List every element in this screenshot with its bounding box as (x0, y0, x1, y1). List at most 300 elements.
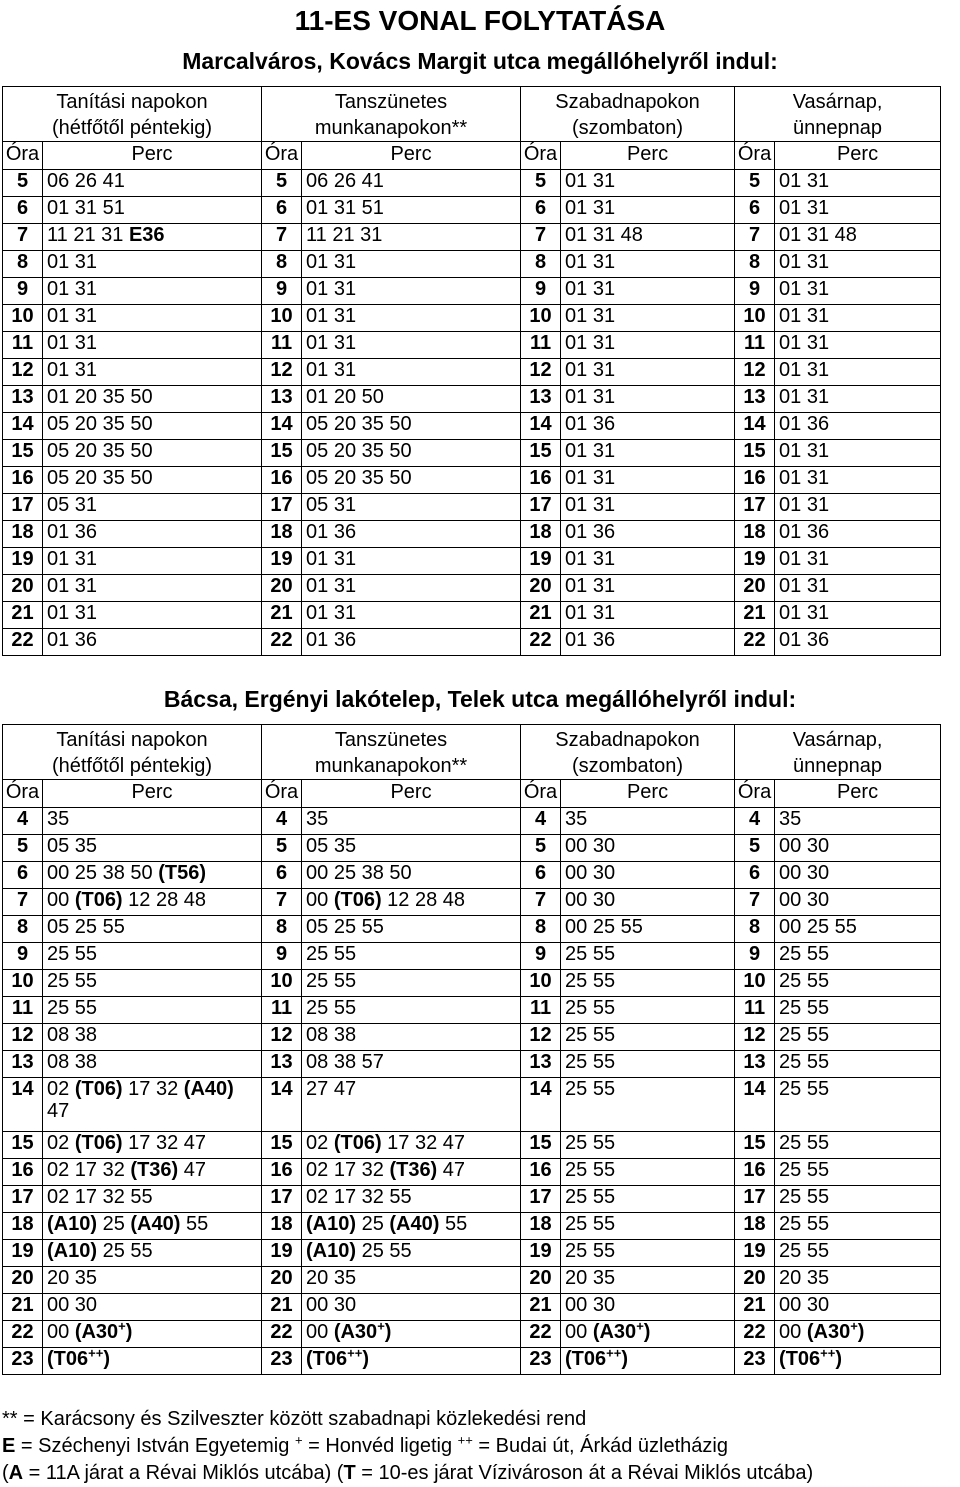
minutes-cell: 01 31 (775, 386, 941, 413)
page-title: 11-ES VONAL FOLYTATÁSA (294, 5, 666, 36)
minutes-cell: 05 31 (302, 494, 521, 521)
hour-cell: 8 (3, 251, 43, 278)
day-type-header-line: Vasárnap, (792, 91, 883, 113)
hour-cell: 6 (262, 197, 302, 224)
hour-cell: 13 (521, 386, 561, 413)
minutes-cell: (T06++) (775, 1348, 941, 1375)
minutes-cell: 05 25 55 (43, 916, 262, 943)
day-type-header-line: (hétfőtől péntekig) (51, 755, 213, 777)
hour-cell: 9 (735, 943, 775, 970)
hour-cell: 21 (262, 602, 302, 629)
minutes-cell: 01 31 (775, 170, 941, 197)
minutes-cell: 05 31 (43, 494, 262, 521)
day-type-header (3, 725, 262, 780)
hour-cell: 9 (3, 943, 43, 970)
minutes-cell: 25 55 (43, 970, 262, 997)
hour-cell: 18 (735, 1213, 775, 1240)
hour-cell: 4 (521, 808, 561, 835)
minutes-cell: 00 30 (775, 889, 941, 916)
table-row (3, 305, 941, 332)
table-row (3, 835, 941, 862)
minutes-cell: 25 55 (775, 1159, 941, 1186)
hour-cell: 17 (735, 1186, 775, 1213)
minutes-cell: 25 55 (775, 1024, 941, 1051)
table-row (3, 170, 941, 197)
minutes-cell: 02 17 32 55 (302, 1186, 521, 1213)
hour-cell: 19 (262, 1240, 302, 1267)
minutes-cell: 25 55 (775, 1132, 941, 1159)
minutes-cell: 01 31 (775, 359, 941, 386)
hour-cell: 19 (521, 548, 561, 575)
hour-cell: 21 (262, 1294, 302, 1321)
hour-cell: 6 (735, 197, 775, 224)
minutes-cell: (A10) 25 55 (302, 1240, 521, 1267)
column-label-row (3, 142, 941, 170)
hour-cell: 7 (3, 889, 43, 916)
day-type-header-line: Tanszünetes (334, 729, 448, 751)
minutes-cell: 01 31 (775, 332, 941, 359)
minutes-cell: 01 36 (561, 521, 735, 548)
table-row (3, 889, 941, 916)
minutes-cell: 01 31 (561, 197, 735, 224)
table-row (3, 413, 941, 440)
hour-cell: 12 (521, 359, 561, 386)
table-row (3, 467, 941, 494)
minutes-cell: 20 35 (43, 1267, 262, 1294)
minutes-cell: 02 17 32 (T36) 47 (43, 1159, 262, 1186)
minutes-cell: 00 25 55 (775, 916, 941, 943)
hour-cell: 4 (262, 808, 302, 835)
hour-cell: 10 (521, 970, 561, 997)
hour-cell: 22 (735, 629, 775, 656)
hour-cell: 11 (262, 997, 302, 1024)
hour-cell: 16 (521, 1159, 561, 1186)
hour-cell: 20 (3, 575, 43, 602)
hour-cell: 19 (3, 1240, 43, 1267)
minutes-cell: 02 (T06) 17 32 (A40) 47 (43, 1078, 262, 1132)
hour-column-label: Óra (735, 142, 775, 170)
minutes-cell: 01 31 (561, 359, 735, 386)
minutes-cell: 20 35 (775, 1267, 941, 1294)
minutes-cell: (A10) 25 (A40) 55 (43, 1213, 262, 1240)
hour-cell: 19 (3, 548, 43, 575)
minutes-cell: 01 31 (775, 278, 941, 305)
minutes-cell: 01 31 (561, 602, 735, 629)
hour-column-label: Óra (521, 142, 561, 170)
hour-cell: 9 (735, 278, 775, 305)
hour-cell: 10 (735, 970, 775, 997)
table-row (3, 1267, 941, 1294)
minutes-cell: 25 55 (775, 1240, 941, 1267)
hour-cell: 21 (735, 602, 775, 629)
day-type-header (521, 725, 735, 780)
day-type-header-line: (hétfőtől péntekig) (51, 117, 213, 139)
minutes-cell: 00 (A30+) (561, 1321, 735, 1348)
day-type-header-line: ünnepnap (793, 117, 883, 139)
minutes-cell: 00 (T06) 12 28 48 (43, 889, 262, 916)
hour-cell: 16 (735, 1159, 775, 1186)
timetable-bacsa (2, 724, 941, 1375)
minutes-cell: 01 31 (43, 305, 262, 332)
table-row (3, 629, 941, 656)
section-1-title: Marcalváros, Kovács Margit utca megállóhelyről indul: (182, 48, 778, 74)
hour-cell: 20 (3, 1267, 43, 1294)
hour-cell: 11 (3, 332, 43, 359)
minutes-cell: 25 55 (775, 1186, 941, 1213)
day-type-header-line: munkanapokon** (314, 117, 468, 139)
table-row (3, 386, 941, 413)
minutes-cell: (A10) 25 (A40) 55 (302, 1213, 521, 1240)
table-row (3, 224, 941, 251)
footer-note-routes: (A = 11A járat a Révai Miklós utcába) (T = 10-es járat Vízivároson át a Révai Miklós utcába) (2, 1462, 814, 1484)
hour-column-label: Óra (521, 780, 561, 808)
table-row (3, 548, 941, 575)
minutes-cell: 01 31 (302, 548, 521, 575)
table-row (3, 575, 941, 602)
minutes-cell: 05 35 (43, 835, 262, 862)
minutes-cell: 25 55 (561, 1132, 735, 1159)
minutes-cell: 01 31 (43, 575, 262, 602)
minutes-cell: 01 31 (302, 602, 521, 629)
minutes-cell: 05 20 35 50 (302, 467, 521, 494)
minutes-cell: 25 55 (561, 1024, 735, 1051)
minutes-cell: 25 55 (775, 943, 941, 970)
minutes-cell: 00 30 (561, 889, 735, 916)
hour-cell: 12 (735, 1024, 775, 1051)
hour-cell: 13 (262, 386, 302, 413)
day-type-header (262, 725, 521, 780)
hour-cell: 4 (3, 808, 43, 835)
hour-cell: 18 (521, 1213, 561, 1240)
minutes-cell: 01 31 (302, 575, 521, 602)
hour-cell: 23 (262, 1348, 302, 1375)
hour-cell: 14 (262, 1078, 302, 1132)
minutes-cell: 25 55 (775, 1051, 941, 1078)
minutes-cell: 25 55 (561, 970, 735, 997)
minutes-cell: 00 25 38 50 (302, 862, 521, 889)
minutes-cell: 00 25 55 (561, 916, 735, 943)
hour-cell: 19 (262, 548, 302, 575)
hour-cell: 22 (3, 629, 43, 656)
minutes-cell: 05 20 35 50 (43, 467, 262, 494)
minutes-cell: 06 26 41 (302, 170, 521, 197)
hour-cell: 9 (262, 278, 302, 305)
hour-column-label: Óra (3, 142, 43, 170)
hour-cell: 16 (521, 467, 561, 494)
hour-cell: 17 (262, 1186, 302, 1213)
hour-cell: 8 (735, 251, 775, 278)
hour-cell: 14 (3, 413, 43, 440)
hour-cell: 18 (262, 1213, 302, 1240)
minutes-cell: 25 55 (775, 970, 941, 997)
hour-cell: 6 (521, 862, 561, 889)
minutes-cell: 01 20 50 (302, 386, 521, 413)
day-type-header-line: Tanszünetes (334, 91, 448, 113)
minutes-cell: 00 25 38 50 (T56) (43, 862, 262, 889)
hour-cell: 17 (262, 494, 302, 521)
hour-cell: 19 (735, 548, 775, 575)
hour-cell: 20 (521, 575, 561, 602)
minutes-cell: 25 55 (561, 1159, 735, 1186)
minutes-cell: 01 31 (302, 305, 521, 332)
hour-cell: 8 (262, 251, 302, 278)
minutes-cell: 01 31 (302, 251, 521, 278)
day-type-header-line: (szombaton) (571, 755, 684, 777)
day-type-header (3, 87, 262, 142)
minutes-cell: 00 (A30+) (775, 1321, 941, 1348)
minute-column-label: Perc (775, 780, 941, 808)
minutes-cell: 01 31 (561, 548, 735, 575)
hour-cell: 15 (3, 1132, 43, 1159)
minutes-cell: 00 (A30+) (43, 1321, 262, 1348)
hour-cell: 21 (3, 1294, 43, 1321)
hour-cell: 22 (521, 1321, 561, 1348)
minutes-cell: 01 31 (561, 386, 735, 413)
hour-cell: 9 (521, 278, 561, 305)
hour-cell: 12 (521, 1024, 561, 1051)
table-row (3, 970, 941, 997)
hour-column-label: Óra (262, 780, 302, 808)
table-row (3, 1240, 941, 1267)
minutes-cell: 05 20 35 50 (302, 440, 521, 467)
table-row (3, 943, 941, 970)
day-type-header-row (3, 725, 941, 780)
hour-cell: 10 (3, 305, 43, 332)
column-label-row (3, 780, 941, 808)
hour-cell: 10 (262, 305, 302, 332)
hour-cell: 14 (521, 413, 561, 440)
minutes-cell: 02 17 32 55 (43, 1186, 262, 1213)
hour-cell: 15 (262, 1132, 302, 1159)
minutes-cell: 00 30 (302, 1294, 521, 1321)
minutes-cell: 01 31 (43, 278, 262, 305)
minutes-cell: 05 20 35 50 (302, 413, 521, 440)
hour-cell: 17 (521, 1186, 561, 1213)
hour-cell: 16 (3, 467, 43, 494)
day-type-header (521, 87, 735, 142)
hour-cell: 9 (262, 943, 302, 970)
minutes-cell: 05 20 35 50 (43, 413, 262, 440)
hour-cell: 21 (735, 1294, 775, 1321)
hour-column-label: Óra (262, 142, 302, 170)
hour-cell: 7 (3, 224, 43, 251)
hour-cell: 16 (735, 467, 775, 494)
minutes-cell: 01 31 (775, 440, 941, 467)
hour-cell: 18 (521, 521, 561, 548)
table-row (3, 1024, 941, 1051)
hour-cell: 15 (521, 440, 561, 467)
hour-cell: 18 (3, 521, 43, 548)
minutes-cell: 05 35 (302, 835, 521, 862)
minutes-cell: 35 (43, 808, 262, 835)
hour-cell: 4 (735, 808, 775, 835)
minutes-cell: 01 31 (561, 575, 735, 602)
hour-cell: 11 (521, 997, 561, 1024)
hour-cell: 5 (3, 835, 43, 862)
minute-column-label: Perc (561, 142, 735, 170)
minutes-cell: 01 36 (775, 521, 941, 548)
hour-cell: 12 (262, 1024, 302, 1051)
day-type-header-line: munkanapokon** (314, 755, 468, 777)
minutes-cell: 01 31 (561, 332, 735, 359)
hour-cell: 6 (3, 862, 43, 889)
minute-column-label: Perc (43, 142, 262, 170)
minutes-cell: 01 36 (43, 629, 262, 656)
minutes-cell: 01 31 (561, 251, 735, 278)
minutes-cell: 25 55 (561, 943, 735, 970)
minutes-cell: 25 55 (561, 1213, 735, 1240)
minutes-cell: 01 31 (775, 305, 941, 332)
hour-cell: 21 (521, 1294, 561, 1321)
hour-cell: 15 (735, 1132, 775, 1159)
hour-column-label: Óra (3, 780, 43, 808)
day-type-header-line: Vasárnap, (792, 729, 883, 751)
day-type-header (735, 87, 941, 142)
minutes-cell: 25 55 (775, 1213, 941, 1240)
hour-cell: 11 (262, 332, 302, 359)
hour-cell: 14 (735, 413, 775, 440)
timetable-marcalvaros (2, 86, 941, 656)
hour-cell: 15 (735, 440, 775, 467)
hour-cell: 8 (521, 916, 561, 943)
minutes-cell: 01 31 (561, 278, 735, 305)
minutes-cell: 25 55 (775, 1078, 941, 1132)
minutes-cell: 01 31 (561, 440, 735, 467)
hour-cell: 14 (262, 413, 302, 440)
minutes-cell: 01 31 51 (302, 197, 521, 224)
minutes-cell: (T06++) (43, 1348, 262, 1375)
table-row (3, 332, 941, 359)
hour-cell: 11 (521, 332, 561, 359)
hour-cell: 15 (521, 1132, 561, 1159)
table-row (3, 278, 941, 305)
minutes-cell: 00 30 (43, 1294, 262, 1321)
table-row (3, 1213, 941, 1240)
hour-cell: 17 (735, 494, 775, 521)
hour-cell: 12 (3, 1024, 43, 1051)
minutes-cell: 01 36 (302, 629, 521, 656)
table-row (3, 197, 941, 224)
hour-cell: 9 (521, 943, 561, 970)
footer-note-destinations: E = Széchenyi István Egyetemig + = Honvéd ligetig ++ = Budai út, Árkád üzletházig (2, 1432, 728, 1457)
hour-cell: 23 (521, 1348, 561, 1375)
table-row (3, 1294, 941, 1321)
hour-cell: 23 (735, 1348, 775, 1375)
hour-cell: 16 (3, 1159, 43, 1186)
hour-cell: 9 (3, 278, 43, 305)
minutes-cell: 00 30 (561, 835, 735, 862)
minutes-cell: 20 35 (302, 1267, 521, 1294)
minutes-cell: 25 55 (561, 1240, 735, 1267)
hour-cell: 5 (735, 170, 775, 197)
minutes-cell: 01 31 (302, 332, 521, 359)
hour-cell: 11 (735, 332, 775, 359)
hour-cell: 10 (521, 305, 561, 332)
hour-cell: 8 (3, 916, 43, 943)
hour-cell: 7 (521, 224, 561, 251)
minutes-cell: 25 55 (775, 997, 941, 1024)
hour-cell: 22 (735, 1321, 775, 1348)
minutes-cell: 01 31 (43, 359, 262, 386)
hour-cell: 7 (735, 224, 775, 251)
day-type-header-line: (szombaton) (571, 117, 684, 139)
hour-cell: 13 (735, 386, 775, 413)
minutes-cell: 08 38 (302, 1024, 521, 1051)
hour-cell: 21 (3, 602, 43, 629)
hour-cell: 11 (735, 997, 775, 1024)
hour-cell: 5 (262, 835, 302, 862)
minutes-cell: 01 31 (775, 602, 941, 629)
hour-cell: 14 (521, 1078, 561, 1132)
table-row (3, 359, 941, 386)
hour-cell: 5 (735, 835, 775, 862)
minutes-cell: 08 38 (43, 1024, 262, 1051)
hour-cell: 15 (262, 440, 302, 467)
day-type-header (735, 725, 941, 780)
minutes-cell: 05 20 35 50 (43, 440, 262, 467)
minutes-cell: 01 31 (561, 467, 735, 494)
minutes-cell: (T06++) (302, 1348, 521, 1375)
hour-cell: 6 (521, 197, 561, 224)
day-type-header-line: Tanítási napokon (56, 91, 208, 113)
minutes-cell: 11 21 31 E36 (43, 224, 262, 251)
minutes-cell: 01 31 (775, 494, 941, 521)
minutes-cell: 01 31 (43, 548, 262, 575)
hour-cell: 20 (735, 1267, 775, 1294)
minutes-cell: 01 31 (43, 332, 262, 359)
hour-cell: 20 (262, 1267, 302, 1294)
footer-note-holidays: ** = Karácsony és Szilveszter között szabadnapi közlekedési rend (2, 1408, 587, 1430)
hour-cell: 14 (3, 1078, 43, 1132)
hour-cell: 7 (521, 889, 561, 916)
hour-cell: 7 (262, 224, 302, 251)
day-type-header-line: ünnepnap (793, 755, 883, 777)
hour-cell: 14 (735, 1078, 775, 1132)
table-row (3, 1078, 941, 1132)
table-row (3, 1051, 941, 1078)
minutes-cell: 02 17 32 (T36) 47 (302, 1159, 521, 1186)
minute-column-label: Perc (43, 780, 262, 808)
minute-column-label: Perc (302, 780, 521, 808)
hour-cell: 20 (521, 1267, 561, 1294)
table-row (3, 808, 941, 835)
minutes-cell: 05 25 55 (302, 916, 521, 943)
minutes-cell: 02 (T06) 17 32 47 (302, 1132, 521, 1159)
minutes-cell: 35 (302, 808, 521, 835)
minutes-cell: 01 31 (43, 251, 262, 278)
minutes-cell: 00 (T06) 12 28 48 (302, 889, 521, 916)
hour-cell: 8 (521, 251, 561, 278)
minutes-cell: 11 21 31 (302, 224, 521, 251)
minutes-cell: 08 38 57 (302, 1051, 521, 1078)
minutes-cell: 01 36 (775, 629, 941, 656)
minutes-cell: 01 31 (775, 467, 941, 494)
minutes-cell: 01 36 (775, 413, 941, 440)
hour-cell: 5 (521, 170, 561, 197)
day-type-header-row (3, 87, 941, 142)
minutes-cell: 01 31 (775, 575, 941, 602)
day-type-header-line: Tanítási napokon (56, 729, 208, 751)
minutes-cell: 25 55 (43, 997, 262, 1024)
hour-cell: 6 (3, 197, 43, 224)
hour-cell: 13 (3, 1051, 43, 1078)
hour-cell: 17 (3, 1186, 43, 1213)
hour-cell: 10 (3, 970, 43, 997)
table-row (3, 251, 941, 278)
hour-cell: 12 (3, 359, 43, 386)
minutes-cell: 25 55 (302, 970, 521, 997)
day-type-header (262, 87, 521, 142)
